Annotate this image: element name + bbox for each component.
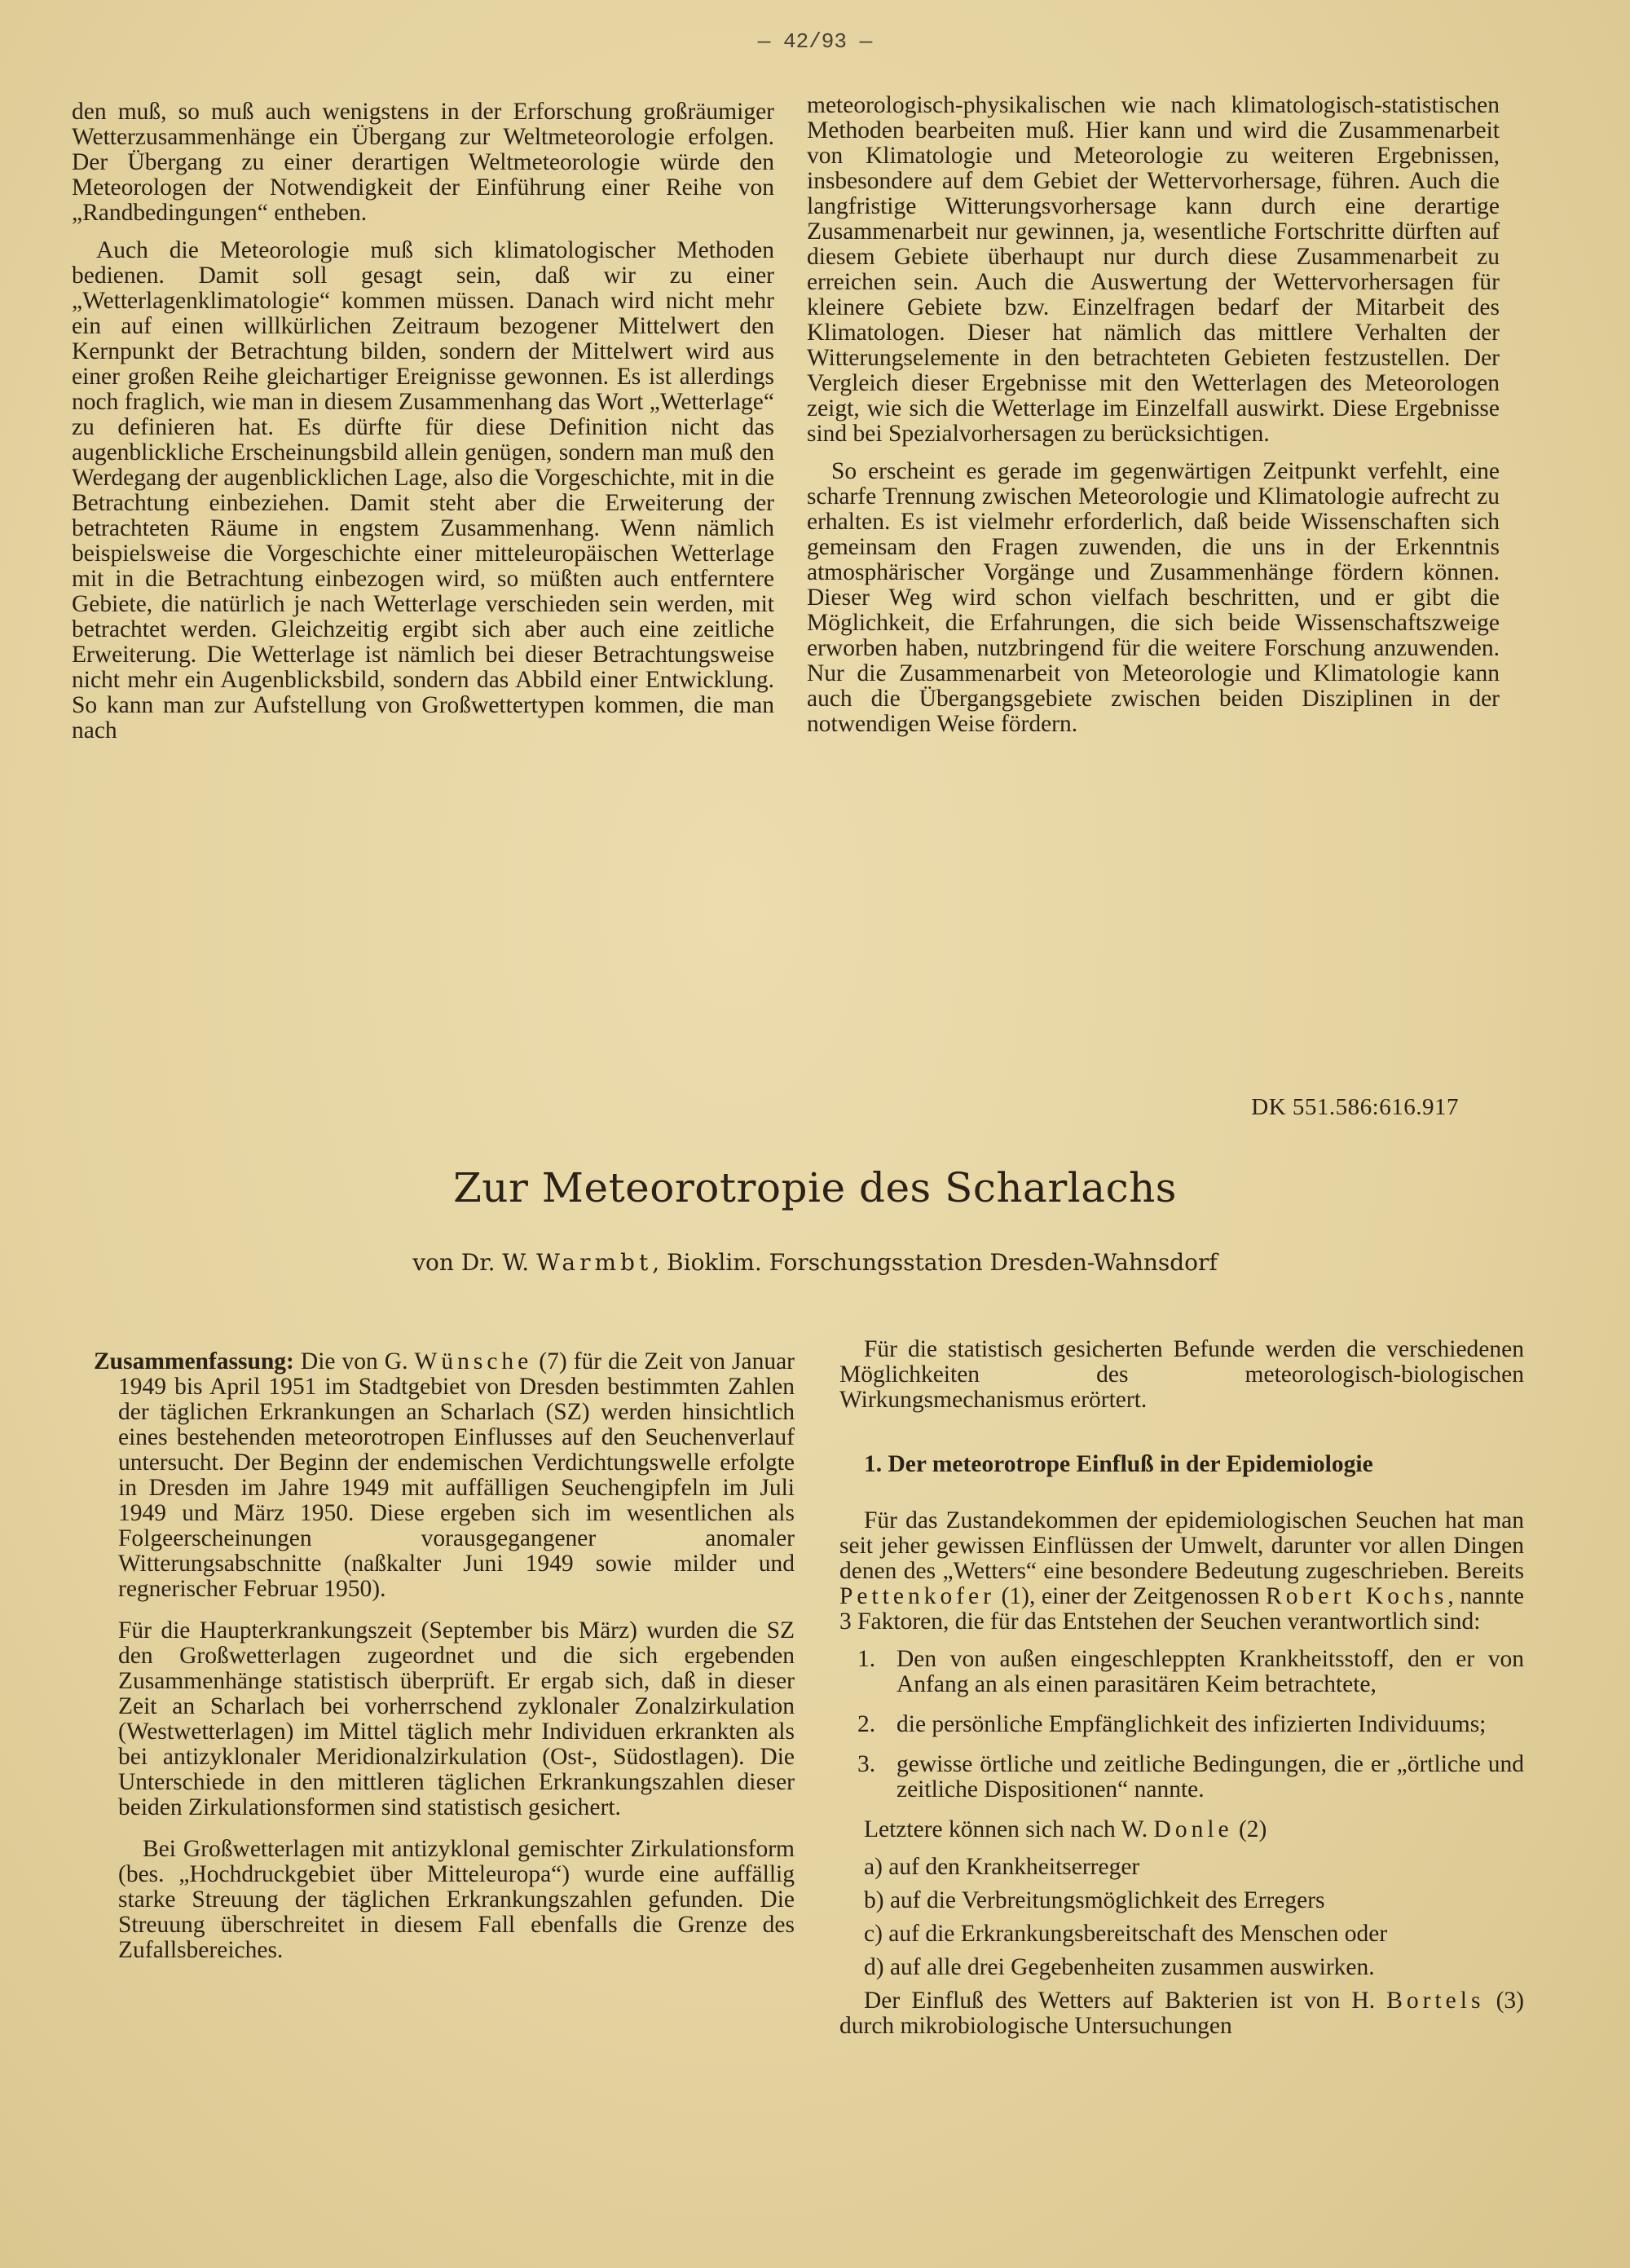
- paragraph: [839, 1817, 1524, 1842]
- abstract-paragraph: Für die Haupterkrankungszeit (September bis März) wurden die SZ den Großwetterlagen zugeordnet und die sich ergebenden Zusammenhänge statistisch überprüft. Er ergab sich, daß in dieser Zeit an Scharlach bei vorherrschend zyklonaler Zonalzirkulation (Westwetterlagen) im Mittel täglich mehr Individuen erkrankten als bei antizyklonaler Meridionalzirkulation (Ost-, Südostlagen). Die Unterschiede in den mittleren täglichen Erkrankungszahlen dieser beiden Zirkulationsformen sind statistisch gesichert.: [118, 1617, 795, 1820]
- byline: [0, 1249, 1630, 1276]
- text-run: Der Einfluß des Wetters auf Bakterien ist von H.: [864, 1988, 1387, 2014]
- paragraph: meteorologisch-physikalischen wie nach klimatologisch-statistischen Methoden bearbeiten muß. Hier kann und wird die Zusammenarbeit von Klimatologie und Meteorologie zu weiteren Ergebnissen, insbesondere auf dem Gebiet der Wettervorhersage, führen. Auch die langfristige Witterungsvorhersage kann durch eine derartige Zusammenarbeit nur gewinnen, ja, wesentliche Fortschritte dürften auf diesem Gebiete überhaupt nur durch diese Zusammenarbeit zu erreichen sein. Auch die Auswertung der Wettervorhersagen für kleinere Gebiete bzw. Einzelfragen bedarf der Mitarbeit des Klimatologen. Dieser hat nämlich das mittlere Verhalten der Witterungselemente in den betrachteten Gebieten festzustellen. Der Vergleich dieser Ergebnisse mit den Wetterlagen des Meteorologen zeigt, wie sich die Wetterlage im Einzelfall auswirkt. Diese Ergebnisse sind bei Spezialvorhersagen zu berücksichtigen.: [807, 92, 1500, 447]
- list-item-text: Den von außen eingeschleppten Krankheitsstoff, den er von Anfang an als einen parasitären Keim betrachtete,: [896, 1646, 1524, 1697]
- paragraph: Auch die Meteorologie muß sich klimatologischer Methoden bedienen. Damit soll gesagt sein, daß wir zu einer „Wetterlagenklimatologie“ kommen müssen. Danach wird nicht mehr ein auf einen willkürlichen Zeitraum bezogener Mittelwert den Kernpunkt der Betrachtung bilden, sondern der Mittelwert wird aus einer großen Reihe gleichartiger Ereignisse gewonnen. Es ist allerdings noch fraglich, wie man in diesem Zusammenhang das Wort „Wetterlage“ zu definieren hat. Es dürfte für diese Definition nicht das augenblickliche Erscheinungsbild allein genügen, sondern man muß den Werdegang der augenblicklichen Lage, also die Vorgeschichte, mit in die Betrachtung einbeziehen. Damit steht aber die Erweiterung der betrachteten Räume in engstem Zusammenhang. Wenn nämlich beispielsweise die Vorgeschichte einer mitteleuropäischen Wetterlage mit in die Betrachtung einbezogen wird, so müßten auch entferntere Gebiete, die natürlich je nach Wetterlage verschieden sein werden, mit betrachtet werden. Gleichzeitig ergibt sich aber auch eine zeitliche Erweiterung. Die Wetterlage ist nämlich bei dieser Betrachtungsweise nicht mehr ein Augenblicksbild, sondern das Abbild einer Entwicklung. So kann man zur Aufstellung von Großwettertypen kommen, die man nach: [72, 237, 774, 743]
- byline-prefix: von Dr. W.: [412, 1249, 537, 1276]
- cited-author: Wünsche: [414, 1348, 533, 1374]
- prev-article-left-column: [72, 99, 774, 756]
- cited-author: Bortels: [1386, 1988, 1485, 2014]
- list-marker: 3.: [857, 1751, 876, 1777]
- text-run: (1), einer der Zeitgenossen: [994, 1583, 1267, 1609]
- cited-author: Pettenkofer: [839, 1583, 995, 1609]
- factor-list: [839, 1647, 1524, 1802]
- prev-article-right-column: [807, 93, 1500, 749]
- text-run: (2): [1232, 1816, 1267, 1842]
- paragraph: So erscheint es gerade im gegenwärtigen Zeitpunkt verfehlt, eine scharfe Trennung zwischen Meteorologie und Klimatologie aufrecht zu erhalten. Es ist vielmehr erforderlich, daß beide Wissenschaften sich gemeinsam den Fragen zuwenden, die uns in der Erkenntnis atmosphärischer Vorgänge und Zusammenhänge fördern können. Dieser Weg wird schon vielfach beschritten, und er gibt die Möglichkeit, die Erfahrungen, die sich beide Wissenschaftszweige erworben haben, nutzbringend für die weitere Forschung anzuwenden. Nur die Zusammenarbeit von Meteorologie und Klimatologie kann auch die Übergangsgebiete zwischen beiden Disziplinen in der notwendigen Weise fördern.: [807, 458, 1500, 737]
- list-item: [857, 1711, 1524, 1737]
- text-run: Für das Zustandekommen der epidemiologischen Seuchen hat man seit jeher gewissen Einflüssen der Umwelt, darunter vor allen Dingen denen des „Wetters“ eine besondere Bedeutung zugeschrieben. Bereits: [839, 1507, 1524, 1584]
- abstract-label: Zusammenfassung:: [94, 1348, 294, 1374]
- list-item: [857, 1751, 1524, 1802]
- article-right-column: [839, 1337, 1524, 2051]
- list-item: a) auf den Krankheitserreger: [864, 1854, 1140, 1880]
- paragraph: den muß, so muß auch wenigstens in der Erforschung großräumiger Wetterzusammenhänge ein Übergang zur Weltmeteorologie erfolgen. Der Übergang zu einer derartigen Weltmeteorologie würde den Meteorologen der Notwendigkeit der Einführung einer Reihe von „Randbedingungen“ entheben.: [72, 99, 774, 226]
- article-title: Zur Meteorotropie des Scharlachs: [453, 1164, 1177, 1211]
- text-run: Letztere können sich nach W.: [864, 1816, 1154, 1842]
- byline-affiliation: , Bioklim. Forschungsstation Dresden-Wahnsdorf: [652, 1249, 1218, 1276]
- section-heading: 1. Der meteorotrope Einfluß in der Epidemiologie: [864, 1451, 1373, 1477]
- cited-author: Donle: [1153, 1816, 1233, 1842]
- list-item: b) auf die Verbreitungsmöglichkeit des Erregers: [864, 1887, 1325, 1913]
- abstract-column: [94, 1349, 795, 1979]
- text-run: Die von G.: [293, 1348, 415, 1374]
- list-item: d) auf alle drei Gegebenheiten zusammen auswirken.: [864, 1954, 1375, 1980]
- list-item: [857, 1646, 1524, 1697]
- text-run: (3) durch mikrobiologische Untersuchungen: [839, 1988, 1524, 2039]
- list-item-text: die persönliche Empfänglichkeit des infizierten Individuums;: [896, 1711, 1487, 1737]
- list-marker: 2.: [857, 1711, 876, 1737]
- text-run: , nannte 3 Faktoren, die für das Entstehen der Seuchen verantwortlich sind:: [839, 1583, 1524, 1635]
- text-run: (7) für die Zeit von Januar 1949 bis April 1951 im Stadtgebiet von Dresden bestimmten Zahlen der täglichen Erkrankungen an Scharlach (SZ) werden hinsichtlich eines bestehenden meteorotropen Einflusses auf den Seuchenverlauf untersucht. Der Beginn der endemischen Verdichtungswelle erfolgte in Dresden im Jahre 1949 mit auffälligen Seuchengipfeln im Juli 1949 und März 1950. Diese ergeben sich im wesentlichen als Folgeerscheinungen vorausgegangener anomaler Witterungsabschnitte (naßkalter Juni 1949 sowie milder und regnerischer Februar 1950).: [118, 1348, 795, 1602]
- list-marker: 1.: [857, 1646, 876, 1672]
- dk-classification: DK 551.586:616.917: [1251, 1094, 1459, 1120]
- cited-author: Robert Kochs: [1266, 1583, 1448, 1609]
- paragraph: Für die statistisch gesicherten Befunde werden die verschiedenen Möglichkeiten des meteorologisch-biologischen Wirkungsmechanismus erörtert.: [839, 1336, 1524, 1413]
- paragraph: [839, 1508, 1524, 1635]
- alpha-list: [839, 1855, 1524, 1980]
- author-name: Warmbt: [536, 1249, 653, 1276]
- paragraph: [839, 1988, 1524, 2039]
- list-item-text: gewisse örtliche und zeitliche Bedingungen, die er „örtliche und zeitliche Dispositionen“ nannte.: [896, 1751, 1524, 1802]
- abstract-paragraph: Bei Großwetterlagen mit antizyklonal gemischter Zirkulationsform (bes. „Hochdruckgebiet über Mitteleuropa“) wurde eine auffällig starke Streuung der täglichen Erkrankungszahlen gefunden. Die Streuung überschreitet in diesem Fall ebenfalls die Grenze des Zufallsbereiches.: [118, 1836, 795, 1963]
- page-number: — 42/93 —: [757, 29, 873, 54]
- abstract-paragraph: [94, 1349, 795, 1602]
- list-item: c) auf die Erkrankungsbereitschaft des Menschen oder: [864, 1921, 1388, 1947]
